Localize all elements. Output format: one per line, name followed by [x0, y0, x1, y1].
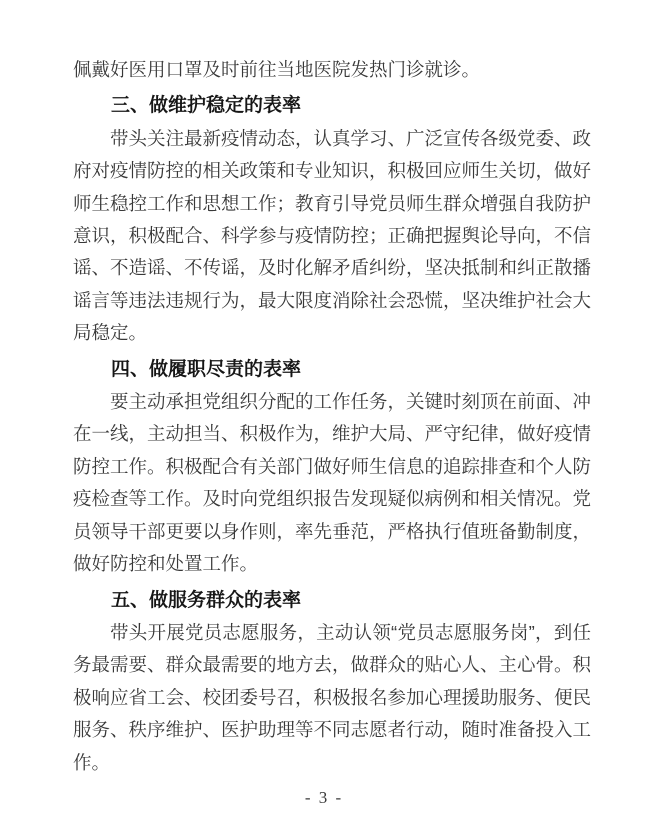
body-paragraph: 带头关注最新疫情动态，认真学习、广泛宣传各级党委、政府对疫情防控的相关政策和专业知识，积极回应师生关切，做好师生稳控工作和思想工作；教育引导党员师生群众增强自我防护意识，积极配合、科学参与疫情防控；正确把握舆论导向，不信谣、不造谣、不传谣，及时化解矛盾纠纷，坚决抵制和纠正散播谣言等违法违规行为，最大限度消除社会恐慌，坚决维护社会大局稳定。	[73, 127, 592, 344]
body-paragraph: 要主动承担党组织分配的工作任务，关键时刻顶在前面、冲在一线，主动担当、积极作为，维护大局、严守纪律，做好疫情防控工作。积极配合有关部门做好师生信息的追踪排查和个人防疫检查等工作。及时向党组织报告发现疑似病例和相关情况。党员领导干部更要以身作则，率先垂范，严格执行值班备勤制度，做好防控和处置工作。	[73, 391, 592, 575]
body-paragraph: 带头开展党员志愿服务，主动认领“党员志愿服务岗”，到任务最需要、群众最需要的地方去，做群众的贴心人、主心骨。积极响应省工会、校团委号召，积极报名参加心理援助服务、便民服务、秩序维护、医护助理等不同志愿者行动，随时准备投入工作。	[73, 621, 592, 773]
body-paragraph: 佩戴好医用口罩及时前往当地医院发热门诊就诊。	[73, 59, 481, 80]
section-heading: 四、做履职尽责的表率	[111, 358, 302, 380]
document-content	[73, 54, 591, 779]
section-heading: 三、做维护稳定的表率	[111, 95, 302, 117]
page-number: - 3 -	[304, 788, 344, 807]
section-heading: 五、做服务群众的表率	[111, 589, 302, 611]
